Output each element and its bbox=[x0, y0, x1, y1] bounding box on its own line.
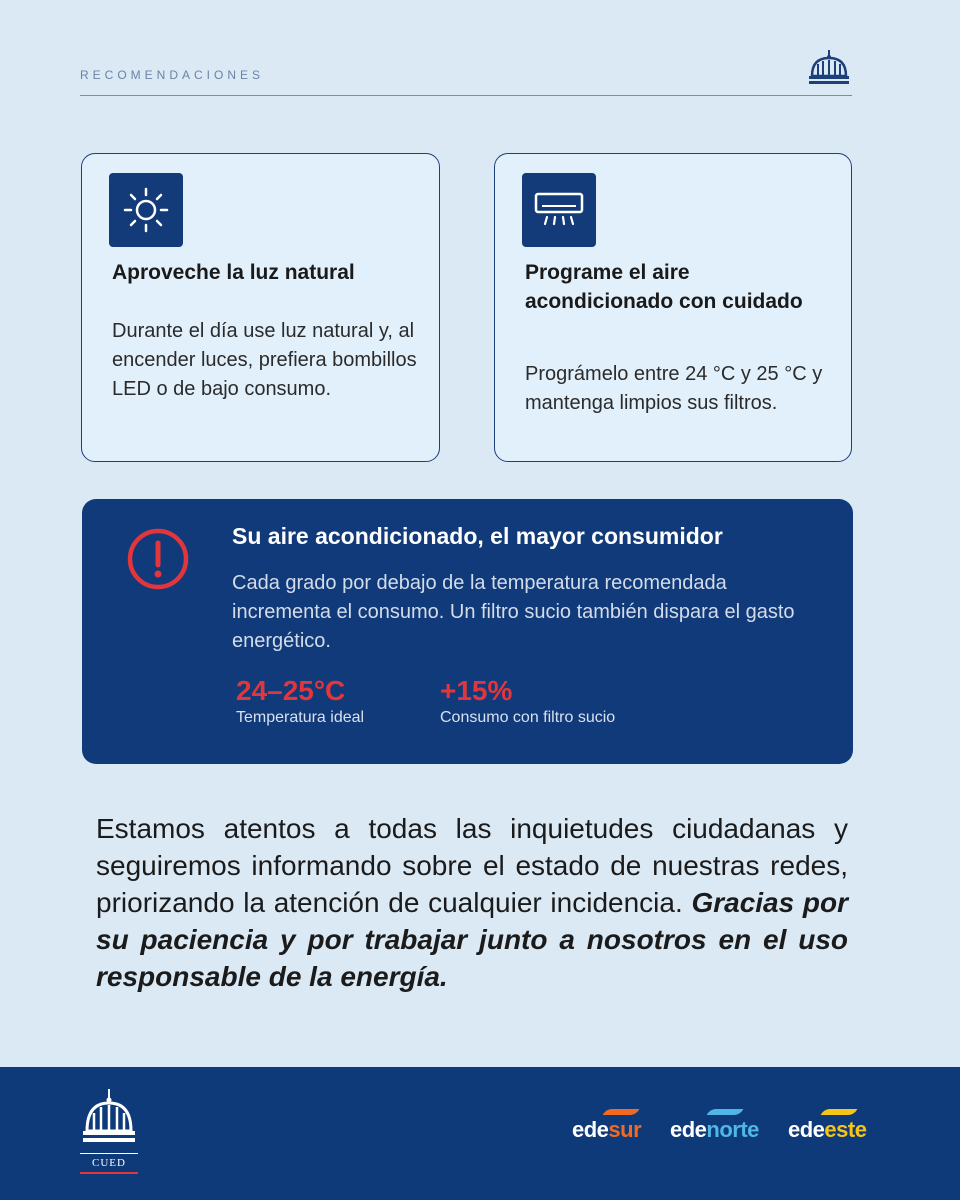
cued-label: CUED bbox=[80, 1153, 138, 1174]
stat-label: Consumo con filtro sucio bbox=[440, 709, 616, 726]
page-header bbox=[80, 58, 852, 96]
warning-circle-icon bbox=[126, 527, 190, 591]
closing-message bbox=[96, 810, 848, 995]
brand-edenorte: edenorte bbox=[670, 1117, 759, 1143]
closing-text: Estamos atentos a todas las inquietudes ciudadanas y seguiremos informando sobre el estado de nuestras redes, priorizando la atención de cualquier incidencia. bbox=[96, 813, 848, 918]
card-body: Prográmelo entre 24 °C y 25 °C y mantenga limpios sus filtros. bbox=[525, 363, 823, 414]
card-title: Aproveche la luz natural bbox=[112, 261, 355, 284]
cued-logo bbox=[80, 1087, 138, 1177]
card-body: Durante el día use luz natural y, al encender luces, prefiera bombillos LED o de bajo consumo. bbox=[112, 320, 417, 400]
section-label: RECOMENDACIONES bbox=[80, 68, 265, 82]
recommendation-card-air-conditioner bbox=[494, 153, 852, 462]
dome-icon bbox=[806, 48, 852, 86]
brand-edeeste: edeeste bbox=[788, 1117, 866, 1143]
sun-icon bbox=[109, 173, 183, 247]
card-title: Programe el aire acondicionado con cuidado bbox=[525, 261, 803, 313]
alert-panel bbox=[82, 499, 853, 764]
swoosh-icon bbox=[821, 1109, 858, 1115]
swoosh-icon bbox=[603, 1109, 640, 1115]
alert-body: Cada grado por debajo de la temperatura recomendada incrementa el consumo. Un filtro sucio también dispara el gasto energético. bbox=[232, 572, 795, 652]
stat-value: +15% bbox=[440, 675, 513, 706]
footer bbox=[0, 1067, 960, 1200]
stat-value: 24–25°C bbox=[236, 675, 346, 706]
swoosh-icon bbox=[707, 1109, 744, 1115]
brand-edesur: edesur bbox=[572, 1117, 641, 1143]
closing-emphasis: Gracias por su paciencia y por trabajar junto a nosotros en el uso responsable de la energía. bbox=[96, 887, 848, 992]
stat-label: Temperatura ideal bbox=[236, 709, 365, 726]
dome-icon bbox=[80, 1087, 138, 1149]
air-conditioner-icon bbox=[522, 173, 596, 247]
stat-dirty-filter bbox=[440, 675, 615, 727]
stat-ideal-temperature bbox=[236, 675, 364, 727]
alert-title: Su aire acondicionado, el mayor consumidor bbox=[232, 523, 723, 549]
recommendation-card-natural-light bbox=[81, 153, 440, 462]
